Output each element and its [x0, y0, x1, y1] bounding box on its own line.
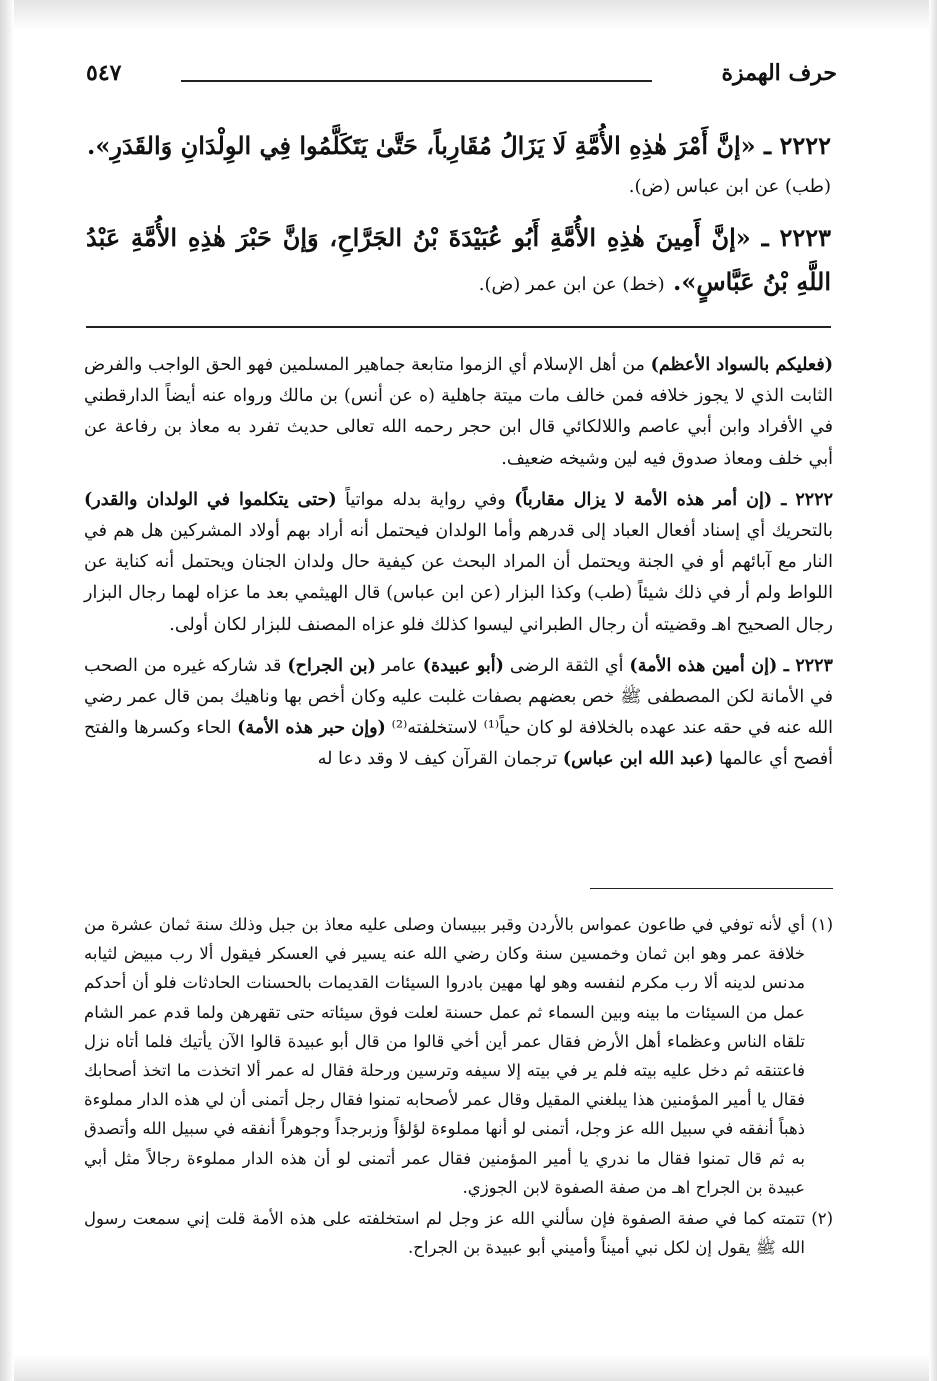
- running-title: حرف الهمزة: [721, 60, 837, 86]
- footnote: [84, 1204, 833, 1262]
- commentary-lemma: ٢٢٢٢ ـ (إن أمر هذه الأمة لا يزال مقارباً): [514, 489, 833, 510]
- scan-edge-left: [0, 0, 14, 1381]
- commentary-lemma: (حتى يتكلموا في الولدان والقدر): [84, 489, 337, 510]
- commentary-lemma: (وإن حبر هذه الأمة): [237, 718, 386, 739]
- scan-edge-bottom: [0, 1355, 937, 1381]
- page-header: [86, 60, 837, 96]
- hadith-source: (طب) عن ابن عباس (ض).: [628, 176, 831, 197]
- footnote: [84, 910, 833, 1202]
- footnote-text: أي لأنه توفي في طاعون عمواس بالأردن وقبر ببيسان وصلى عليه معاذ بن جبل وذلك سنة ثمان عشرة من خلافة عمر وهو ابن ثمان وخمسين سنة وكان رضي الله عنه يسير في العسكر فيقول ألا رب مبيض لثيابه مدنس لدينه ألا رب مكرم لنفسه وهو لها مهين بادروا السيئات القديمات بالحسنات الحادثات فلو أن أحدكم عمل من السيئات ما بينه وبين السماء ثم عمل حسنة لعلت فوق سيئاته حتى تقهرهن ولما قدم عمر الشام تلقاه الناس وعظماء أهل الأرض فقال عمر أين أخي قالوا من قال أبو عبيدة قالوا الآن يأتيك فلما أتاه نزل فاعتنقه ثم دخل عليه بيته فلم ير في بيته إلا سيفه وترسين ورحلة فقال له عمر ألا اتخذت ما اتخذ أصحابك فقال يا أمير المؤمنين هذا يبلغني المقيل وقال عمر لأصحابه تمنوا فقال رجل أتمنى أن لي هذه الدار مملوءة ذهباً أنفقه في سبيل الله عز وجل، أتمنى لو أنها مملوءة لؤلؤاً وزبرجداً وجوهراً أنفقه في سبيل الله وأتصدق به ثم قال تمنوا فقال ما ندري يا أمير المؤمنين فقال عمر أتمنى لو أن هذه الدار مملوءة رجالاً مثل أبي عبيدة بن الجراح اهـ من صفة الصفوة لابن الجوزي.: [83, 915, 805, 1197]
- header-rule: [181, 80, 652, 82]
- commentary-lemma: (فعليكم بالسواد الأعظم): [650, 355, 833, 375]
- hadith-2223: [86, 216, 831, 307]
- commentary-paragraph: [84, 485, 833, 641]
- footnotes: [84, 910, 833, 1264]
- footnote-mark: (٢): [811, 1209, 833, 1229]
- commentary-lemma: (عبد الله ابن عباس): [562, 749, 714, 770]
- hadith-source: (خط) عن ابن عمر (ض).: [478, 274, 665, 295]
- commentary-text: ترجمان القرآن كيف لا وقد دعا له: [317, 749, 558, 770]
- commentary-text: بالتحريك أي إسناد أفعال العباد إلى قدرهم وأما الولدان فيحتمل أنه أراد بهم أولاد المشركين هل هم في النار مع آبائهم أو في الجنة ويحتمل أن المراد البحث عن كيفية حال ولدان الجنان ويحتمل أنه كناية عن اللواط ولم أر في ذلك شيئاً (طب) وكذا البزار (عن ابن عباس) قال الهيثمي بعد ما عزاه لهما رجال البزار رجال الصحيح اهـ وقضيته أن رجال الطبراني ليسوا كذلك فلو عزاه المصنف للبزار لكان أولى.: [84, 521, 833, 635]
- commentary-paragraph: [84, 651, 833, 776]
- commentary-lemma: (بن الجراح): [287, 655, 376, 676]
- commentary-text: عامر: [381, 655, 417, 676]
- footnote-text: تتمته كما في صفة الصفوة فإن سألني الله عز وجل لم استخلفته على هذه الأمة قلت إني سمعت رسول الله ﷺ يقول إن لكل نبي أميناً وأميني أبو عبيدة بن الجراح.: [84, 1209, 805, 1258]
- commentary-text: قد شاركه غيره من الصحب في الأمانة لكن المصطفى ﷺ خص بعضهم بصفات غلبت عليه وكان أخص بها وناهيك بمن قال عمر رضي الله عنه في حقه عند عهده بالخلافة لو كان حياً⁽¹⁾ لاستخلفته⁽²⁾: [84, 655, 833, 739]
- commentary-paragraph: [84, 350, 833, 475]
- hadith-text: ٢٢٢٢ ـ «إنَّ أَمْرَ هٰذِهِ الأُمَّةِ لَا يَزَالُ مُقَارِباً، حَتَّىٰ يَتَكَلَّمُوا فِي الوِلْدَانِ وَالقَدَرِ».: [87, 131, 831, 160]
- commentary: [84, 350, 833, 786]
- commentary-text: وفي رواية بدله مواتياً: [345, 489, 506, 510]
- commentary-lemma: ٢٢٢٣ ـ (إن أمين هذه الأمة): [629, 655, 833, 676]
- scan-edge-top: [0, 0, 937, 30]
- footnote-separator: [590, 888, 833, 889]
- page-number: ٥٤٧: [86, 60, 122, 86]
- commentary-lemma: (أبو عبيدة): [422, 655, 504, 676]
- footnote-mark: (١): [811, 915, 833, 934]
- commentary-text: الحاء وكسرها والفتح أفصح أي عالمها: [84, 718, 833, 770]
- hadith-2222: [86, 124, 831, 206]
- scan-edge-right: [929, 0, 937, 1381]
- commentary-text: من أهل الإسلام أي الزموا متابعة جماهير المسلمين فهو الحق الواجب والفرض الثابت الذي لا يجوز خلافه فمن خالف مات ميتة جاهلية (ه عن أنس) بن مالك ورواه عنه أيضاً الدارقطني في الأفراد وابن أبي عاصم واللالكائي قال ابن حجر رحمه الله تعالى حديث تفرد به معاذ بن رفاعة عن أبي خلف ومعاذ صدوق فيه لين وشيخه ضعيف.: [84, 355, 833, 469]
- commentary-text: أي الثقة الرضى: [509, 655, 624, 676]
- hadith-text-body: ٢٢٢٣ ـ «إنَّ أَمِينَ هٰذِهِ الأُمَّةِ أَبُو عُبَيْدَةَ بْنُ الجَرَّاحِ، وَإنَّ حَبْرَ هٰذِهِ الأُمَّةِ عَبْدُ اللَّهِ بْنُ عَبَّاسٍ».: [86, 223, 831, 296]
- main-separator: [86, 326, 831, 328]
- hadith-text: [86, 216, 831, 307]
